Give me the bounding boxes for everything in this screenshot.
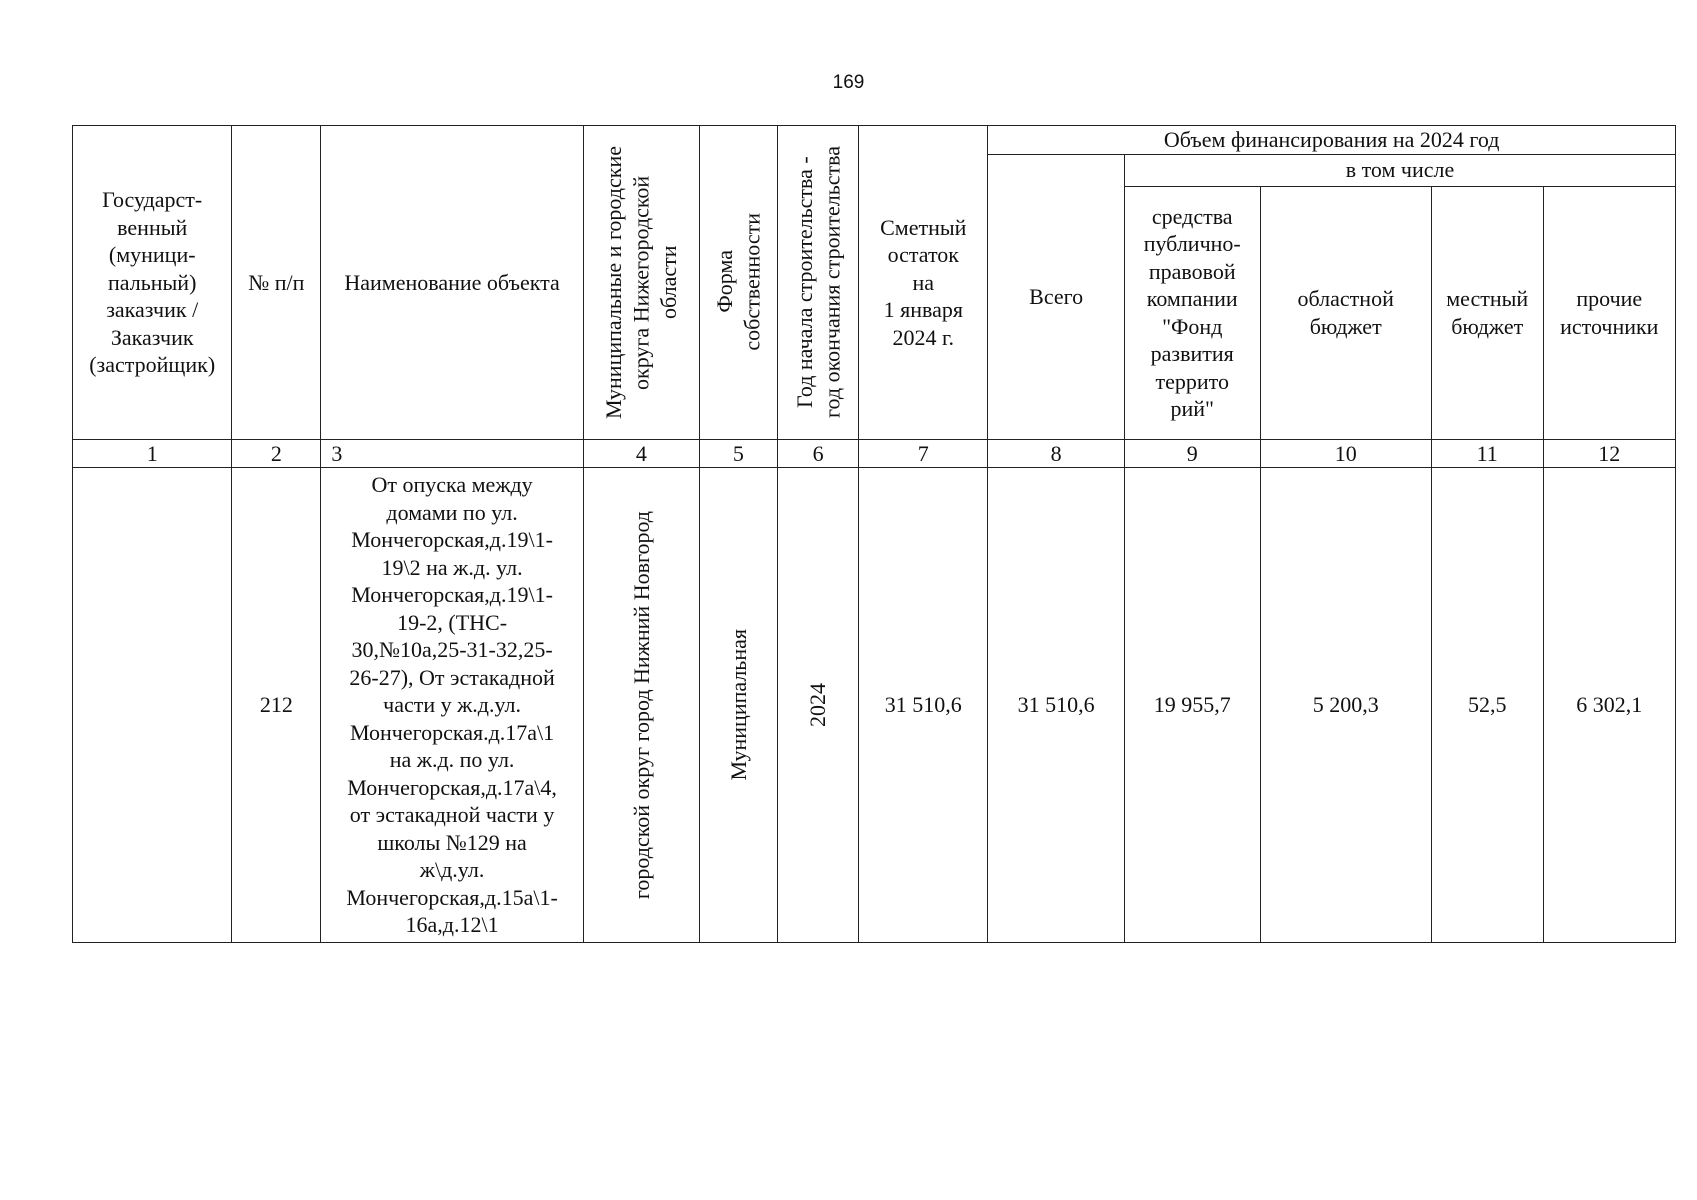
header-object-name: Наименование объекта [321, 126, 583, 440]
header-ownership: Форма собственности [699, 126, 777, 440]
column-number: 9 [1124, 439, 1260, 468]
cell-fund: 19 955,7 [1124, 468, 1260, 943]
header-municipality: Муниципальные и городские округа Нижегородской области [583, 126, 699, 440]
cell-other: 6 302,1 [1543, 468, 1675, 943]
cell-years: 2024 [777, 468, 858, 943]
header-estimate: Сметный остаток на 1 января 2024 г. [859, 126, 988, 440]
header-customer: Государст- венный (муници- пальный) заказчик / Заказчик (застройщик) [73, 126, 232, 440]
column-number: 7 [859, 439, 988, 468]
header-years: Год начала строительства - год окончания строительства [777, 126, 858, 440]
cell-regional: 5 200,3 [1260, 468, 1431, 943]
column-number: 3 [321, 439, 583, 468]
header-fund: средства публично- правовой компании "Фонд развития террито рий" [1124, 186, 1260, 439]
financing-table [72, 125, 1676, 943]
column-number: 6 [777, 439, 858, 468]
column-number: 12 [1543, 439, 1675, 468]
cell-customer [73, 468, 232, 943]
header-total: Всего [988, 154, 1125, 439]
cell-ownership: Муниципальная [699, 468, 777, 943]
header-row-1 [73, 126, 1676, 155]
page-number: 169 [832, 72, 865, 93]
column-number: 2 [232, 439, 321, 468]
cell-local: 52,5 [1431, 468, 1543, 943]
header-number: № п/п [232, 126, 321, 440]
cell-object-name: От опуска между домами по ул. Мончегорская,д.19\1- 19\2 на ж.д. ул. Мончегорская,д.19\1- 19-2, (ТНС- 30,№10а,25-31-32,25- 26-27), От эстакадной части у ж.д.ул. Мончегорская.д.17а\1 на ж.д. по ул. Мончегорская,д.17а\4, от эстакадной части у школы №129 на ж\д.ул. Мончегорская,д.15а\1- 16а,д.12\1 [321, 468, 583, 943]
header-including: в том числе [1124, 154, 1675, 186]
header-regional: областной бюджет [1260, 186, 1431, 439]
cell-estimate: 31 510,6 [859, 468, 988, 943]
cell-total: 31 510,6 [988, 468, 1125, 943]
column-number: 5 [699, 439, 777, 468]
table-row [73, 468, 1676, 943]
column-number-row [73, 439, 1676, 468]
cell-number: 212 [232, 468, 321, 943]
column-number: 10 [1260, 439, 1431, 468]
header-local: местный бюджет [1431, 186, 1543, 439]
header-other: прочие источники [1543, 186, 1675, 439]
column-number: 8 [988, 439, 1125, 468]
header-financing-group: Объем финансирования на 2024 год [988, 126, 1676, 155]
column-number: 11 [1431, 439, 1543, 468]
column-number: 4 [583, 439, 699, 468]
cell-municipality: городской округ город Нижний Новгород [583, 468, 699, 943]
column-number: 1 [73, 439, 232, 468]
